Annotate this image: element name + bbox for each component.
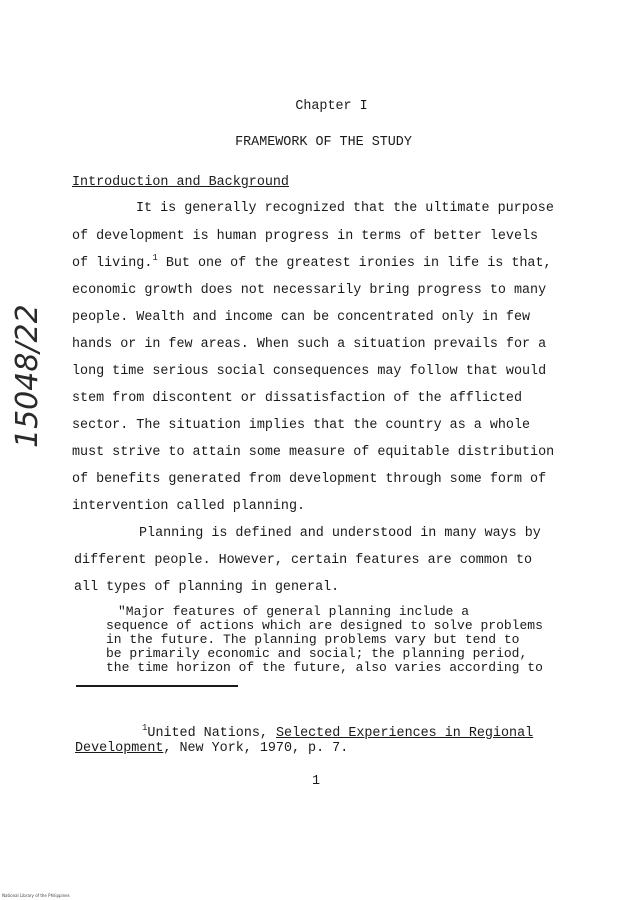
quote-line: sequence of actions which are designed to solve problems xyxy=(106,618,543,633)
page-number: 1 xyxy=(312,774,321,789)
chapter-title: FRAMEWORK OF THE STUDY xyxy=(235,135,412,150)
footnote-rule xyxy=(76,685,238,687)
paragraph-line-text: of living. xyxy=(72,256,153,271)
paragraph-line: people. Wealth and income can be concentrated only in few xyxy=(72,310,531,325)
paragraph-line: Planning is defined and understood in many ways by xyxy=(139,526,541,541)
paragraph-line: of development is human progress in terms of better levels xyxy=(72,229,539,244)
footnote-citation: , New York, 1970, p. 7. xyxy=(163,741,349,756)
chapter-number: Chapter I xyxy=(295,99,368,114)
paragraph-line: must strive to attain some measure of equitable distribution xyxy=(72,445,555,460)
footnote-line xyxy=(142,723,534,742)
paragraph-line: long time serious social consequences may follow that would xyxy=(72,364,547,379)
paragraph-line: It is generally recognized that the ultimate purpose xyxy=(136,201,554,216)
footnote-title: Selected Experiences in Regional xyxy=(276,726,534,741)
quote-line: "Major features of general planning include a xyxy=(118,604,470,619)
paragraph-line: economic growth does not necessarily bring progress to many xyxy=(72,283,547,298)
footnote-marker: 1 xyxy=(142,723,148,733)
handwritten-annotation-text: 15048/22 xyxy=(10,304,45,448)
paragraph-line-text: But one of the greatest ironies in life is that, xyxy=(165,256,552,271)
paragraph-line: hands or in few areas. When such a situation prevails for a xyxy=(72,337,547,352)
paragraph-line: different people. However, certain features are common to xyxy=(74,553,533,568)
paragraph-line: stem from discontent or dissatisfaction of the afflicted xyxy=(72,391,522,406)
paragraph-line xyxy=(72,253,552,272)
quote-line: be primarily economic and social; the planning period, xyxy=(106,646,528,661)
paragraph-line: all types of planning in general. xyxy=(74,580,340,595)
footnote-author: United Nations, xyxy=(147,726,268,741)
footnote-line xyxy=(75,741,348,757)
quote-line: in the future. The planning problems vary but tend to xyxy=(106,632,520,647)
handwritten-annotation xyxy=(10,304,46,448)
quote-line: the time horizon of the future, also varies according to xyxy=(106,660,543,675)
footnote-reference: 1 xyxy=(152,253,158,263)
section-heading: Introduction and Background xyxy=(72,175,289,190)
paragraph-line: sector. The situation implies that the country as a whole xyxy=(72,418,531,433)
footnote-title-continued: Development xyxy=(75,741,164,756)
paragraph-line: of benefits generated from development through some form of xyxy=(72,472,547,487)
scan-credit: National Library of the Philippines xyxy=(2,893,70,898)
paragraph-line: intervention called planning. xyxy=(72,499,306,514)
